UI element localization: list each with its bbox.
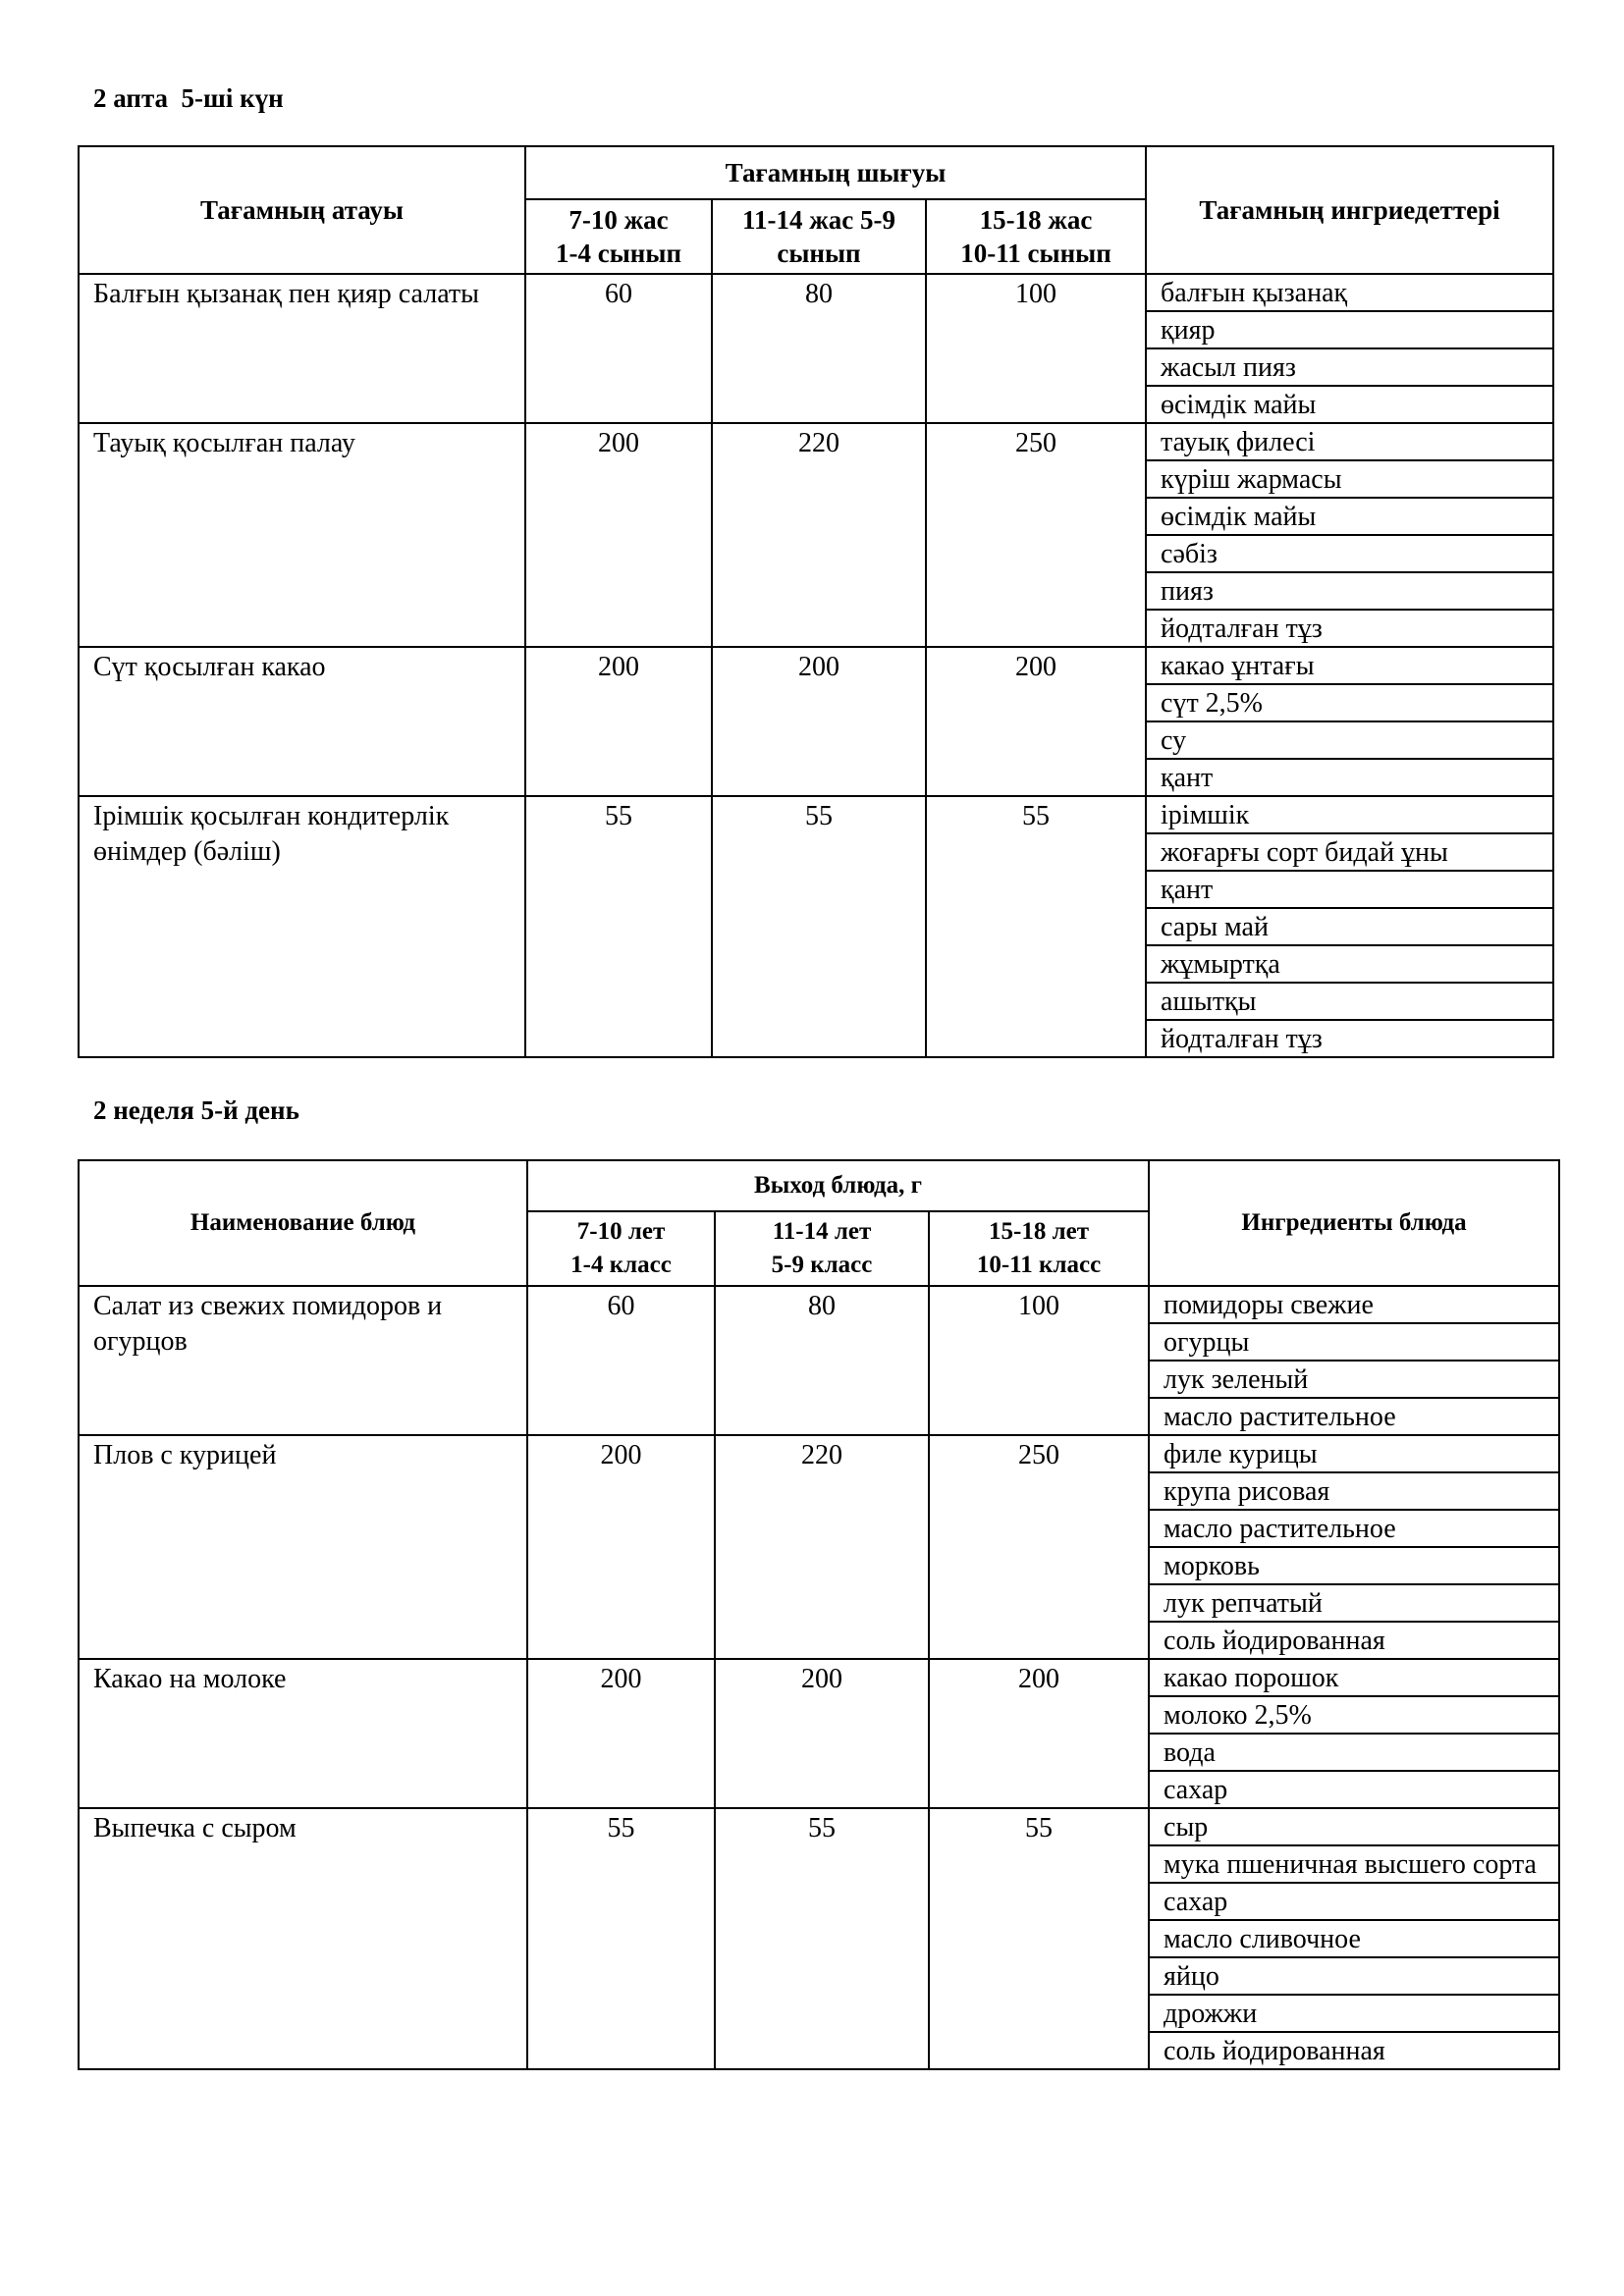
yield-age-7-10: 200 [527, 1435, 715, 1659]
kz-age1-line2: 1-4 сынып [556, 239, 681, 268]
ingredient-item: сәбіз [1147, 536, 1552, 573]
ingredient-item: өсімдік майы [1161, 390, 1317, 420]
kz-header-ingredients: Тағамның ингриедеттері [1146, 146, 1553, 274]
ingredient-item: жоғарғы сорт бидай ұны [1147, 834, 1552, 872]
yield-age-15-18: 100 [929, 1286, 1149, 1435]
ru-day-title: 2 неделя 5-й день [93, 1095, 299, 1125]
table-row [79, 1286, 1559, 1435]
dish-name: Ірімшік қосылған кондитерлік өнімдер (бәліш) [79, 796, 525, 1057]
yield-age-15-18: 200 [926, 647, 1146, 796]
ru-age3-line2: 10-11 класс [976, 1252, 1102, 1278]
ingredient-item: молоко 2,5% [1150, 1697, 1558, 1735]
yield-age-15-18: 250 [926, 423, 1146, 647]
ingredient-item: жұмыртқа [1147, 946, 1552, 984]
yield-age-11-14: 55 [715, 1808, 929, 2069]
ingredient-list [1149, 1659, 1559, 1808]
table-row [79, 1435, 1559, 1659]
ingredient-list [1149, 1435, 1559, 1659]
dish-name: Салат из свежих помидоров и огурцов [79, 1286, 527, 1435]
kz-header-yield: Тағамның шығуы [525, 146, 1146, 199]
kz-age1-line1: 7-10 жас [568, 205, 669, 235]
ingredient-item: сыр [1150, 1809, 1558, 1846]
yield-age-7-10: 60 [525, 274, 712, 423]
ingredient-item: морковь [1150, 1548, 1558, 1585]
ingredient-list [1146, 423, 1553, 647]
ingredient-item: сахар [1164, 1775, 1228, 1805]
ru-age2-line1: 11-14 лет [772, 1218, 872, 1245]
ingredient-item: вода [1150, 1735, 1558, 1772]
table-row [79, 274, 1553, 423]
ingredient-list [1149, 1808, 1559, 2069]
ingredient-item: сахар [1150, 1884, 1558, 1921]
yield-age-15-18: 55 [929, 1808, 1149, 2069]
ingredient-item: жасыл пияз [1147, 349, 1552, 387]
table-row [79, 1659, 1559, 1808]
ingredient-item: масло растительное [1150, 1511, 1558, 1548]
kz-day-title: 2 апта 5-ші күн [93, 83, 284, 113]
yield-age-11-14: 80 [715, 1286, 929, 1435]
yield-age-7-10: 55 [527, 1808, 715, 2069]
yield-age-15-18: 200 [929, 1659, 1149, 1808]
yield-age-15-18: 55 [926, 796, 1146, 1057]
yield-age-15-18: 100 [926, 274, 1146, 423]
yield-age-11-14: 200 [712, 647, 926, 796]
ru-age3-line1: 15-18 лет [989, 1218, 1089, 1245]
ingredient-item: пияз [1147, 573, 1552, 611]
kz-age2-line1: 11-14 жас 5-9 [741, 205, 896, 235]
table-row [79, 423, 1553, 647]
table-row [79, 796, 1553, 1057]
ingredient-item: огурцы [1150, 1324, 1558, 1362]
ingredient-list [1146, 796, 1553, 1057]
ingredient-item: тауық филесі [1147, 424, 1552, 461]
kz-age2-line2: сынып [777, 239, 861, 268]
ingredient-item: крупа рисовая [1150, 1473, 1558, 1511]
yield-age-15-18: 250 [929, 1435, 1149, 1659]
dish-name: Балғын қызанақ пен қияр салаты [79, 274, 525, 423]
ru-menu-table [78, 1159, 1560, 2070]
ingredient-item: сүт 2,5% [1147, 685, 1552, 722]
ingredient-item: сары май [1147, 909, 1552, 946]
dish-name: Какао на молоке [79, 1659, 527, 1808]
yield-age-11-14: 200 [715, 1659, 929, 1808]
ingredient-item: су [1147, 722, 1552, 760]
yield-age-7-10: 200 [527, 1659, 715, 1808]
ru-age2-line2: 5-9 класс [771, 1252, 873, 1278]
kz-menu-table [78, 145, 1554, 1058]
dish-name: Сүт қосылған какао [79, 647, 525, 796]
yield-age-11-14: 220 [712, 423, 926, 647]
table-row [79, 647, 1553, 796]
yield-age-7-10: 200 [525, 423, 712, 647]
ingredient-item: йодталған тұз [1161, 1024, 1323, 1054]
ru-header-ingredients: Ингредиенты блюда [1149, 1160, 1559, 1286]
ru-header-age-15-18 [929, 1211, 1149, 1286]
ingredient-item: дрожжи [1150, 1996, 1558, 2033]
ingredient-list [1146, 274, 1553, 423]
ingredient-item: йодталған тұз [1161, 614, 1323, 644]
ingredient-item: лук зеленый [1150, 1362, 1558, 1399]
ingredient-item: қияр [1147, 312, 1552, 349]
ingredient-item: какао ұнтағы [1147, 648, 1552, 685]
yield-age-11-14: 55 [712, 796, 926, 1057]
ingredient-list [1149, 1286, 1559, 1435]
ingredient-list [1146, 647, 1553, 796]
ru-header-yield: Выход блюда, г [527, 1160, 1149, 1211]
dish-name: Выпечка с сыром [79, 1808, 527, 2069]
kz-header-age-7-10 [525, 199, 712, 274]
ru-header-age-7-10 [527, 1211, 715, 1286]
ingredient-item: масло растительное [1164, 1402, 1396, 1432]
ru-header-age-11-14 [715, 1211, 929, 1286]
dish-name: Плов с курицей [79, 1435, 527, 1659]
kz-header-dish-name: Тағамның атауы [79, 146, 525, 274]
kz-header-age-11-14 [712, 199, 926, 274]
yield-age-7-10: 55 [525, 796, 712, 1057]
yield-age-11-14: 80 [712, 274, 926, 423]
yield-age-7-10: 60 [527, 1286, 715, 1435]
ingredient-item: қант [1161, 763, 1214, 793]
dish-name: Тауық қосылған палау [79, 423, 525, 647]
ingredient-item: қант [1147, 872, 1552, 909]
ingredient-item: масло сливочное [1150, 1921, 1558, 1958]
ru-age1-line1: 7-10 лет [576, 1218, 666, 1245]
yield-age-7-10: 200 [525, 647, 712, 796]
kz-header-age-15-18 [926, 199, 1146, 274]
ingredient-item: соль йодированная [1164, 2036, 1385, 2066]
ingredient-item: өсімдік майы [1147, 499, 1552, 536]
ingredient-item: ашытқы [1147, 984, 1552, 1021]
kz-age3-line1: 15-18 жас [979, 205, 1093, 235]
ingredient-item: күріш жармасы [1147, 461, 1552, 499]
yield-age-11-14: 220 [715, 1435, 929, 1659]
ingredient-item: филе курицы [1150, 1436, 1558, 1473]
ru-age1-line2: 1-4 класс [570, 1252, 672, 1278]
ru-header-dish-name: Наименование блюд [79, 1160, 527, 1286]
ingredient-item: помидоры свежие [1150, 1287, 1558, 1324]
table-row [79, 1808, 1559, 2069]
ingredient-item: яйцо [1150, 1958, 1558, 1996]
ingredient-item: мука пшеничная высшего сорта [1150, 1846, 1558, 1884]
ingredient-item: балғын қызанақ [1147, 275, 1552, 312]
ingredient-item: соль йодированная [1164, 1626, 1385, 1656]
kz-age3-line2: 10-11 сынып [960, 239, 1111, 268]
ingredient-item: ірімшік [1147, 797, 1552, 834]
ingredient-item: какао порошок [1150, 1660, 1558, 1697]
ingredient-item: лук репчатый [1150, 1585, 1558, 1623]
